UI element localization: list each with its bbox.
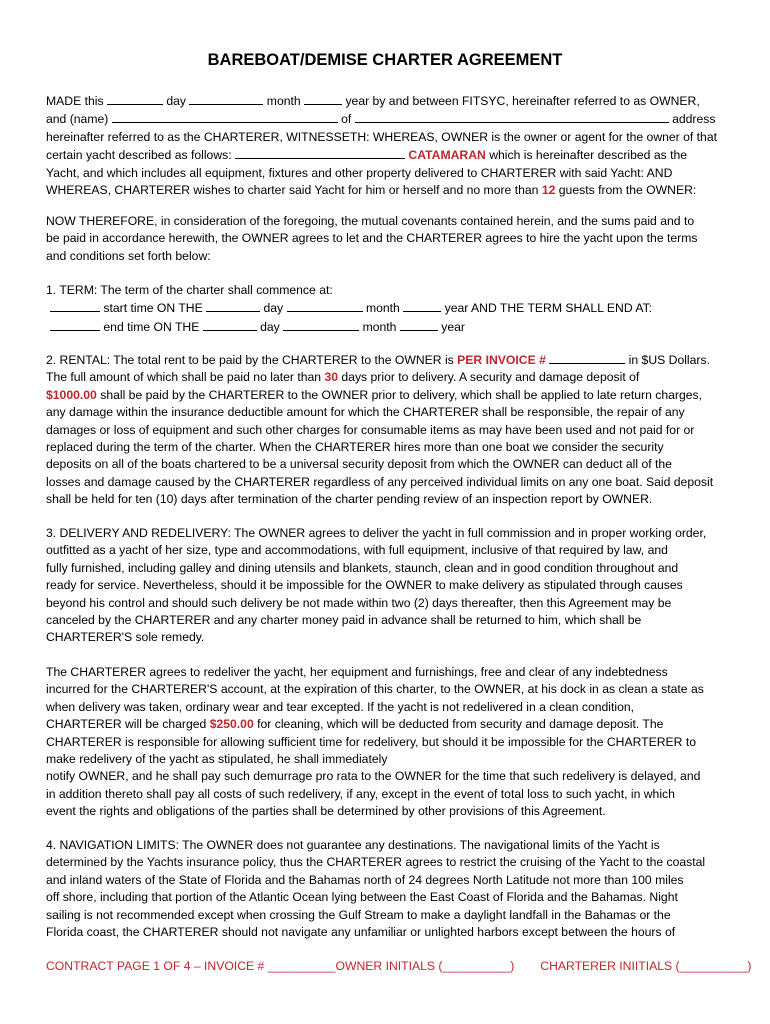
rental-line: losses and damage caused by the CHARTERER regardless of any perceived individual limits on any one boat. Said deposit xyxy=(46,474,714,489)
redelivery-fee-line xyxy=(46,716,726,733)
start-day-blank[interactable] xyxy=(206,299,260,312)
redelivery-line: notify OWNER, and he shall pay such demurrage pro rata to the OWNER for the time that such redelivery is delayed, and xyxy=(46,769,701,784)
rental-line: shall be held for ten (10) days after termination of the charter pending review of an inspection report by OWNER. xyxy=(46,492,653,507)
redelivery-line: when delivery was taken, ordinary wear and tear excepted. If the yacht is not redelivered in a clean condition, xyxy=(46,699,635,714)
delivery-line: outfitted as a yacht of her size, type and accommodations, with full equipment, inclusive of that required by law, and xyxy=(46,543,668,558)
and-name-label: and (name) xyxy=(46,112,109,127)
document-title: BAREBOAT/DEMISE CHARTER AGREEMENT xyxy=(207,51,563,69)
delivery-section xyxy=(46,525,726,647)
start-day-label: day xyxy=(263,301,284,316)
delivery-line: canceled by the CHARTERER and any charter money paid in advance shall be returned to him, which shall be xyxy=(46,613,642,628)
redelivery-line: make redelivery of the yacht as stipulated, he shall immediately xyxy=(46,752,388,767)
redelivery-line: incurred for the CHARTERER'S account, at the expiration of this charter, to the OWNER, at his dock in as clean a state as xyxy=(46,682,704,697)
now-therefore-line: NOW THEREFORE, in consideration of the foregoing, the mutual covenants contained herein, and the sums paid and to xyxy=(46,214,695,228)
made-year-blank[interactable] xyxy=(304,92,342,105)
page-footer xyxy=(46,958,752,975)
navigation-line: determined by the Yachts insurance policy, thus the CHARTERER agrees to restrict the cruising of the Yacht to the coastal xyxy=(46,855,706,870)
footer-page-invoice: CONTRACT PAGE 1 OF 4 – INVOICE # __________ xyxy=(46,959,336,973)
month-label: month xyxy=(266,94,301,108)
end-time-blank[interactable] xyxy=(50,318,100,331)
guests-text-b: guests from the OWNER: xyxy=(555,183,697,198)
start-year-label: year AND THE TERM SHALL END AT: xyxy=(444,301,653,316)
start-time-label: start time ON THE xyxy=(103,301,203,316)
charterer-name-blank[interactable] xyxy=(112,110,338,123)
rental-line: deposits on all of the boats chartered to be a universal security deposit from which the OWNER can deduct all of the xyxy=(46,457,672,472)
rental-line-1 xyxy=(46,351,726,369)
end-day-blank[interactable] xyxy=(203,318,257,331)
start-time-blank[interactable] xyxy=(50,299,100,312)
end-year-blank[interactable] xyxy=(400,318,438,331)
rental-line: damages or loss of equipment and such other charges for consumable items as may have been used and not paid for or xyxy=(46,422,695,437)
start-month-label: month xyxy=(365,301,400,316)
per-invoice-text: PER INVOICE # xyxy=(457,353,546,367)
intro-line-3: hereinafter referred to as the CHARTERER, WITNESSETH: WHEREAS, OWNER is the owner or agent for the owner of that xyxy=(46,129,718,144)
rental-section xyxy=(46,351,726,509)
navigation-line: 4. NAVIGATION LIMITS: The OWNER does not guarantee any destinations. The navigational limits of the Yacht is xyxy=(46,838,660,852)
redelivery-line: in addition thereto shall pay all costs of such redelivery, if any, except in the event of total loss to such yacht, in which xyxy=(46,786,675,801)
yacht-description-blank[interactable] xyxy=(235,146,405,159)
end-month-blank[interactable] xyxy=(283,318,359,331)
redelivery-text: for cleaning, which will be deducted from security and damage deposit. The xyxy=(253,717,664,732)
term-start-line xyxy=(46,299,726,317)
redelivery-line: The CHARTERER agrees to redeliver the yacht, her equipment and furnishings, free and clear of any indebtedness xyxy=(46,665,668,679)
end-day-label: day xyxy=(260,319,280,334)
which-is-text: which is hereinafter described as the xyxy=(485,148,688,163)
navigation-line: Florida coast, the CHARTERER should not navigate any unfamiliar or unlighted harbors except between the hours of xyxy=(46,925,676,940)
made-month-blank[interactable] xyxy=(189,92,263,105)
of-label: of xyxy=(341,112,352,127)
footer-charterer-initials[interactable]: CHARTERER INIITIALS (__________) xyxy=(540,959,752,973)
delivery-line: 3. DELIVERY AND REDELIVERY: The OWNER agrees to deliver the yacht in full commission and in proper working order, xyxy=(46,526,707,540)
start-month-blank[interactable] xyxy=(287,299,363,312)
rental-line: any damage within the insurance deductible amount for which the CHARTERER shall be responsible, the repair of any xyxy=(46,405,685,420)
day-label: day xyxy=(166,94,187,108)
navigation-line: sailing is not recommended except when crossing the Gulf Stream to make a daylight landfall in the Bahamas or the xyxy=(46,907,671,922)
delivery-line: CHARTERER'S sole remedy. xyxy=(46,630,205,645)
intro-line-5: Yacht, and which includes all equipment, fixtures and other property delivered to CHARTERER with said Yacht: AND xyxy=(46,165,673,180)
charterer-address-blank[interactable] xyxy=(355,110,669,123)
delivery-line: fully furnished, including galley and dining utensils and blankets, staunch, clean and in good condition throughout and xyxy=(46,560,679,575)
rental-text: The full amount of which shall be paid no later than xyxy=(46,370,325,385)
rental-line-2 xyxy=(46,369,726,386)
term-end-line xyxy=(46,318,726,336)
guests-text-a: WHEREAS, CHARTERER wishes to charter said Yacht for him or herself and no more than xyxy=(46,183,542,198)
intro-line-1 xyxy=(46,92,726,110)
term-section xyxy=(46,282,726,336)
rental-line: replaced during the term of the charter. When the CHARTERER hires more than one boat we consider the security xyxy=(46,440,664,455)
start-year-blank[interactable] xyxy=(403,299,441,312)
now-therefore-line: be paid in accordance herewith, the OWNER agrees to let and the CHARTERER agrees to hire the yacht upon the terms xyxy=(46,231,698,246)
payment-days: 30 xyxy=(324,370,339,385)
end-year-label: year xyxy=(441,319,465,334)
intro-line-2 xyxy=(46,110,726,128)
rental-line-3 xyxy=(46,387,726,404)
invoice-number-blank[interactable] xyxy=(549,351,625,364)
navigation-section xyxy=(46,837,726,941)
rental-text: 2. RENTAL: The total rent to be paid by the CHARTERER to the OWNER is xyxy=(46,353,458,367)
intro-line-4 xyxy=(46,146,726,164)
redelivery-paragraph xyxy=(46,664,726,821)
intro-paragraph xyxy=(46,92,726,199)
navigation-line: and inland waters of the State of Florida and the Bahamas north of 24 degrees North Latitude not more than 100 miles xyxy=(46,872,684,887)
now-therefore-line: and conditions set forth below: xyxy=(46,248,211,263)
rental-text: shall be paid by the CHARTERER to the OWNER prior to delivery, which shall be applied to late return charges, xyxy=(96,387,702,402)
deposit-amount: $1000.00 xyxy=(46,387,97,402)
delivery-line: beyond his control and should such delivery be not made within two (2) days thereafter, then this Agreement may be xyxy=(46,595,672,610)
now-therefore-paragraph xyxy=(46,213,726,265)
cleaning-fee: $250.00 xyxy=(209,717,254,732)
address-label: address xyxy=(672,112,716,127)
made-this-label: MADE this xyxy=(46,94,104,108)
catamaran-text: CATAMARAN xyxy=(408,148,486,163)
intro-line-6 xyxy=(46,182,726,199)
navigation-line: off shore, including that portion of the Atlantic Ocean lying between the East Coast of Florida and the Bahamas. Night xyxy=(46,890,678,905)
end-month-label: month xyxy=(362,319,397,334)
redelivery-line: event the rights and obligations of the parties shall be determined by other provisions of this Agreement. xyxy=(46,804,606,819)
guest-count: 12 xyxy=(541,183,556,198)
footer-owner-initials[interactable]: OWNER INITIALS (__________) xyxy=(335,959,515,973)
redelivery-line: CHARTERER is responsible for allowing sufficient time for redelivery, but should it be impossible for the CHARTERER to xyxy=(46,734,697,749)
delivery-line: ready for service. Nevertheless, should it be impossible for the OWNER to make delivery as stipulated through causes xyxy=(46,578,683,593)
rental-currency-text: in $US Dollars. xyxy=(628,353,710,367)
redelivery-text: CHARTERER will be charged xyxy=(46,717,210,732)
rental-text: days prior to delivery. A security and damage deposit of xyxy=(338,370,640,385)
made-day-blank[interactable] xyxy=(107,92,163,105)
certain-yacht-label: certain yacht described as follows: xyxy=(46,148,232,163)
intro-year-text: year by and between FITSYC, hereinafter referred to as OWNER, xyxy=(345,94,700,108)
term-heading: 1. TERM: The term of the charter shall commence at: xyxy=(46,283,333,297)
end-time-label: end time ON THE xyxy=(103,319,200,334)
